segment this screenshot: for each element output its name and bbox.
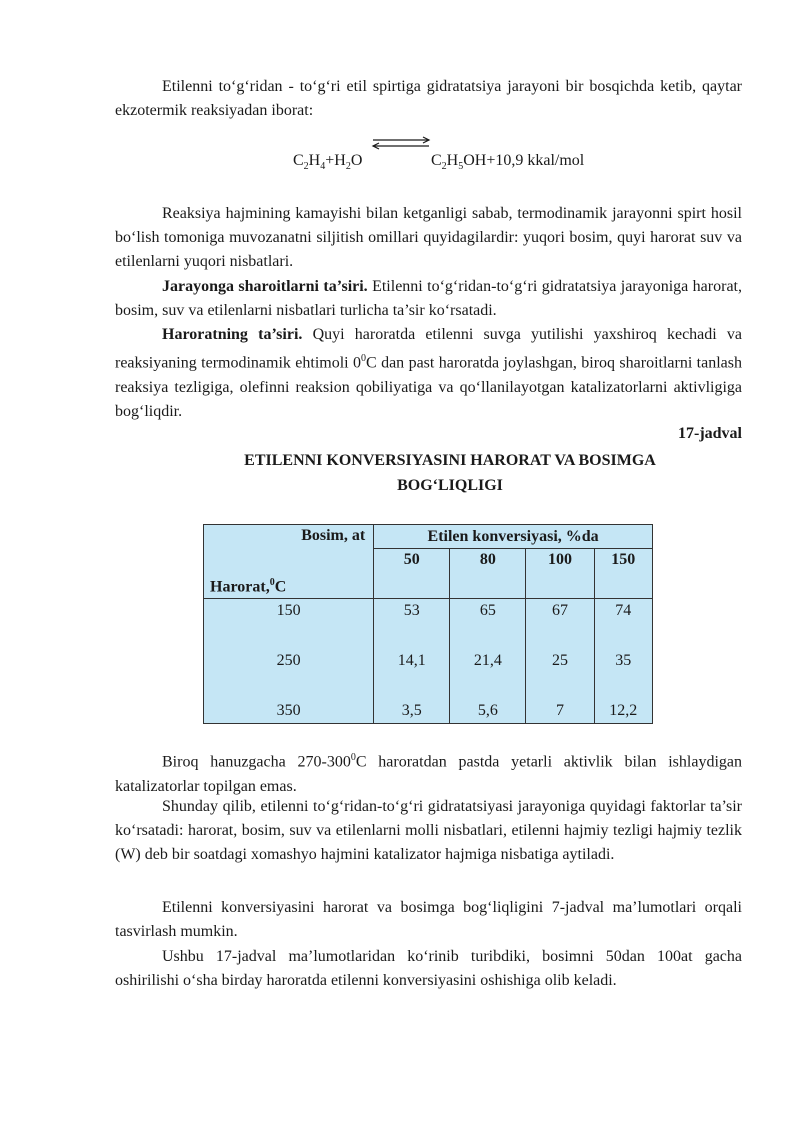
table-cell: 12,2 — [609, 702, 638, 719]
paragraph-conditions — [115, 275, 742, 323]
temperature-cell: 350 — [276, 702, 301, 719]
paragraph-conclusion — [115, 945, 742, 993]
table-cell: 5,6 — [477, 702, 498, 719]
table-cell: 67 — [551, 602, 568, 619]
equilibrium-arrows-icon — [371, 136, 431, 150]
pressure-axis-label: Bosim, at — [301, 527, 366, 544]
conditions-heading: Jarayonga sharoitlarni ta’siri. — [162, 278, 368, 295]
table-cell: 14,1 — [397, 652, 426, 669]
equation-reactants: $C_2H_4+H_2O$ — [293, 152, 363, 173]
table-cell: 21,4 — [473, 652, 502, 669]
table-cell: 35 — [615, 652, 632, 669]
catalysts-text-a: Biroq hanuzgacha 270-300 — [162, 753, 351, 771]
conversion-table — [203, 524, 653, 724]
temperature-cell: 250 — [276, 652, 301, 669]
temperature-axis-label: Harorat,$^0$C — [210, 576, 287, 595]
values-column — [526, 599, 594, 724]
temperature-column — [204, 599, 374, 724]
group-header: Etilen konversiyasi, %da — [374, 525, 653, 549]
conditions-text: Etilenni to‘g‘ridan-to‘g‘ri gidratatsiya jarayoniga harorat, bosim, suv va etilenlarni nisbatlari turlicha ta’sir ko‘rsatadi. — [115, 278, 742, 320]
paragraph-intro — [115, 75, 742, 123]
table-cell: 7 — [555, 702, 564, 719]
pressure-header: 50 — [374, 549, 450, 599]
conclusion-text: Ushbu 17-jadval ma’lumotlaridan ko‘rinib turibdiki, bosimni 50dan 100at gacha oshirilishi o‘sha birday haroratda etilenni konversiyasini oshishiga olib keladi. — [115, 948, 742, 990]
table-cell: 53 — [403, 602, 420, 619]
pressure-header: 150 — [594, 549, 652, 599]
temperature-text-b: C dan past haroratda joylashgan, biroq sharoitlarni tanlash reaksiya tezligiga, olefinni reaksion qobiliyatiga va qo‘llanilayotgan katalizatorlarni aktivligiga bog‘liqdir. — [115, 354, 742, 420]
temperature-text-a: Quyi haroratda etilenni suvga yutilishi yaxshiroq kechadi va reaksiyaning termodinamik ehtimoli 0 — [115, 326, 743, 372]
factors-text: Shunday qilib, etilenni to‘g‘ridan-to‘g‘ri gidratatsiyasi jarayoniga quyidagi faktorlar ta’sir ko‘rsatadi: harorat, bosim, suv va etilenlarni molli nisbatlari, etilenni hajmiy tezligi hajmiy tezlik (W) deb bir soatdagi xomashyo hajmini katalizator hajmiga nisbatiga aytiladi. — [115, 798, 742, 864]
paragraph-temperature: Haroratning ta’siri. Quyi haroratda etilenni suvga yutilishi yaxshiroq kechadi va reaksiyaning termodinamik ehtimoli $0^0C$ dan past haroratda joylashgan, biroq sharoitlarni tanlash reaksiya tezligiga, olefinni reaksion qobiliyatiga va qo‘llanilayotgan katalizatorlarni aktivligiga bog‘liqdir. — [115, 326, 743, 420]
pressure-header: 80 — [450, 549, 526, 599]
paragraph-table-reference — [115, 896, 742, 944]
paragraph-intro-text: Etilenni to‘g‘ridan - to‘g‘ri etil spirtiga gidratatsiya jarayoni bir bosqichda ketib, qaytar ekzotermik reaksiyadan iborat: — [115, 78, 742, 120]
table-corner-header — [204, 525, 374, 599]
table-number-label: 17-jadval — [678, 425, 742, 442]
table-cell: 3,5 — [401, 702, 422, 719]
table-cell: 74 — [615, 602, 632, 619]
table-reference-text: Etilenni konversiyasini harorat va bosimga bog‘liqligini 7-jadval ma’lumotlari orqali tasvirlash mumkin. — [115, 899, 742, 941]
paragraph-equilibrium-text: Reaksiya hajmining kamayishi bilan ketganligi sabab, termodinamik jarayonni spirt hosil bo‘lish tomoniga muvozanatni siljitish omillari quyidagilardir: yuqori bosim, quyi harorat suv va etilenlarni yuqori nisbatlari. — [115, 205, 742, 271]
table-cell: 25 — [551, 652, 568, 669]
catalysts-text-b: C haroratdan pastda yetarli aktivlik bilan ishlaydigan katalizatorlar topilgan emas. — [115, 753, 742, 795]
temperature-cell: 150 — [276, 602, 301, 619]
temperature-heading: Haroratning ta’siri. — [162, 326, 303, 343]
paragraph-factors — [115, 795, 742, 868]
table-title-line2: BOG‘LIQLIGI — [397, 477, 503, 494]
table-title-line1: ETILENNI KONVERSIYASINI HARORAT VA BOSIMGA — [244, 452, 656, 469]
values-column — [450, 599, 526, 724]
paragraph-catalysts: Biroq hanuzgacha $270-300^0C$ haroratdan pastda yetarli aktivlik bilan ishlaydigan katalizatorlar topilgan emas. — [115, 752, 742, 795]
table-cell: 65 — [479, 602, 496, 619]
equation-products: $C_2H_5OH+10,9$ kkal/mol — [431, 152, 585, 173]
pressure-header: 100 — [526, 549, 594, 599]
values-column — [374, 599, 450, 724]
values-column — [594, 599, 652, 724]
paragraph-equilibrium — [115, 202, 742, 275]
